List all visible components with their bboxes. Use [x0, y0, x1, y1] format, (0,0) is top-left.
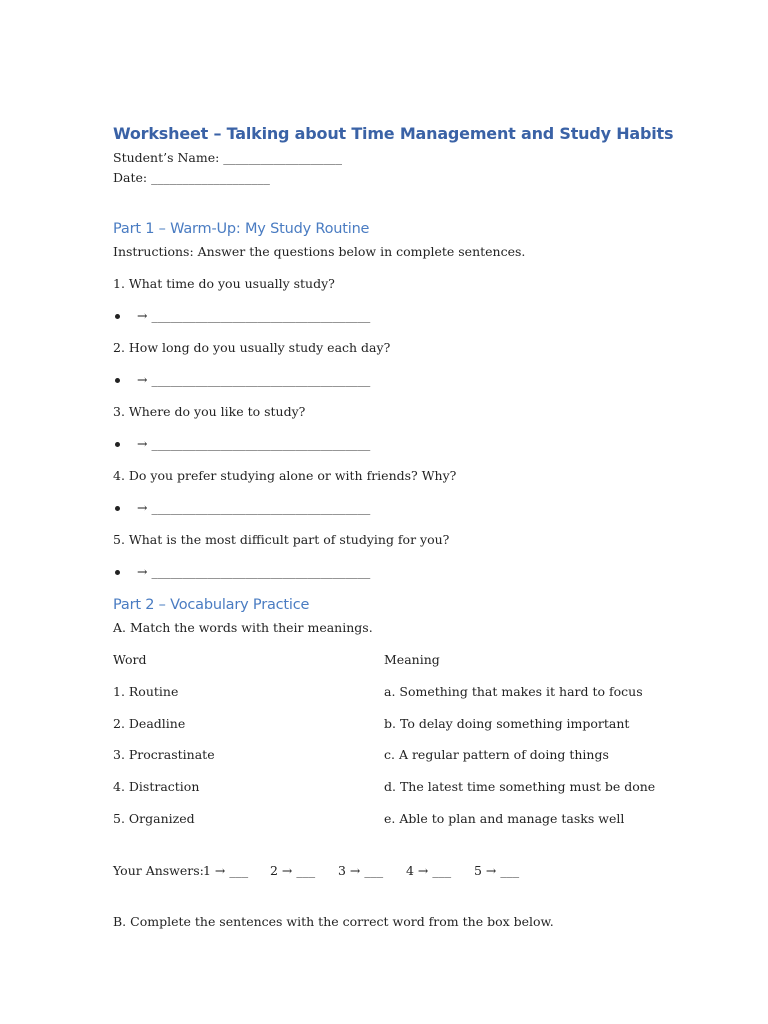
part1-heading: Part 1 – Warm-Up: My Study Routine	[113, 221, 370, 237]
answer-blank: → ___________________________________	[137, 372, 371, 387]
answer-slot-5: 5 → ___	[474, 863, 520, 878]
part1-instructions: Instructions: Answer the questions below in complete sentences.	[113, 244, 526, 259]
table-cell-meaning: b. To delay doing something important	[384, 716, 630, 731]
bullet-icon	[115, 314, 120, 319]
part2-instruction-b: B. Complete the sentences with the correct word from the box below.	[113, 914, 554, 929]
answer-slot-1: 1 → ___	[203, 863, 249, 878]
answer-blank: → ___________________________________	[137, 564, 371, 579]
table-header-meaning: Meaning	[384, 652, 440, 667]
student-name-field: Student’s Name: ___________________	[113, 150, 343, 165]
question-5: 5. What is the most difficult part of studying for you?	[113, 532, 450, 547]
bullet-icon	[115, 442, 120, 447]
table-cell-word: 2. Deadline	[113, 716, 186, 731]
answer-blank: → ___________________________________	[137, 500, 371, 515]
date-field: Date: ___________________	[113, 170, 270, 185]
table-cell-meaning: c. A regular pattern of doing things	[384, 747, 609, 762]
answer-slot-4: 4 → ___	[406, 863, 452, 878]
question-3: 3. Where do you like to study?	[113, 404, 306, 419]
answer-blank: → ___________________________________	[137, 436, 371, 451]
question-4: 4. Do you prefer studying alone or with friends? Why?	[113, 468, 457, 483]
table-cell-word: 3. Procrastinate	[113, 747, 215, 762]
your-answers-row	[113, 863, 533, 879]
answer-blank: → ___________________________________	[137, 308, 371, 323]
table-cell-meaning: a. Something that makes it hard to focus	[384, 684, 643, 699]
worksheet-page	[113, 0, 713, 1024]
answer-slot-3: 3 → ___	[338, 863, 384, 878]
table-cell-word: 1. Routine	[113, 684, 179, 699]
part2-heading: Part 2 – Vocabulary Practice	[113, 597, 310, 613]
bullet-icon	[115, 570, 120, 575]
bullet-icon	[115, 506, 120, 511]
table-header-word: Word	[113, 652, 147, 667]
answer-slot-2: 2 → ___	[270, 863, 316, 878]
table-cell-word: 5. Organized	[113, 811, 195, 826]
question-2: 2. How long do you usually study each day?	[113, 340, 391, 355]
your-answers-label: Your Answers:	[113, 863, 204, 878]
part2-instruction-a: A. Match the words with their meanings.	[113, 620, 373, 635]
table-cell-word: 4. Distraction	[113, 779, 200, 794]
table-cell-meaning: e. Able to plan and manage tasks well	[384, 811, 625, 826]
table-cell-meaning: d. The latest time something must be done	[384, 779, 656, 794]
worksheet-title: Worksheet – Talking about Time Management and Study Habits	[113, 124, 674, 143]
question-1: 1. What time do you usually study?	[113, 276, 335, 291]
bullet-icon	[115, 378, 120, 383]
